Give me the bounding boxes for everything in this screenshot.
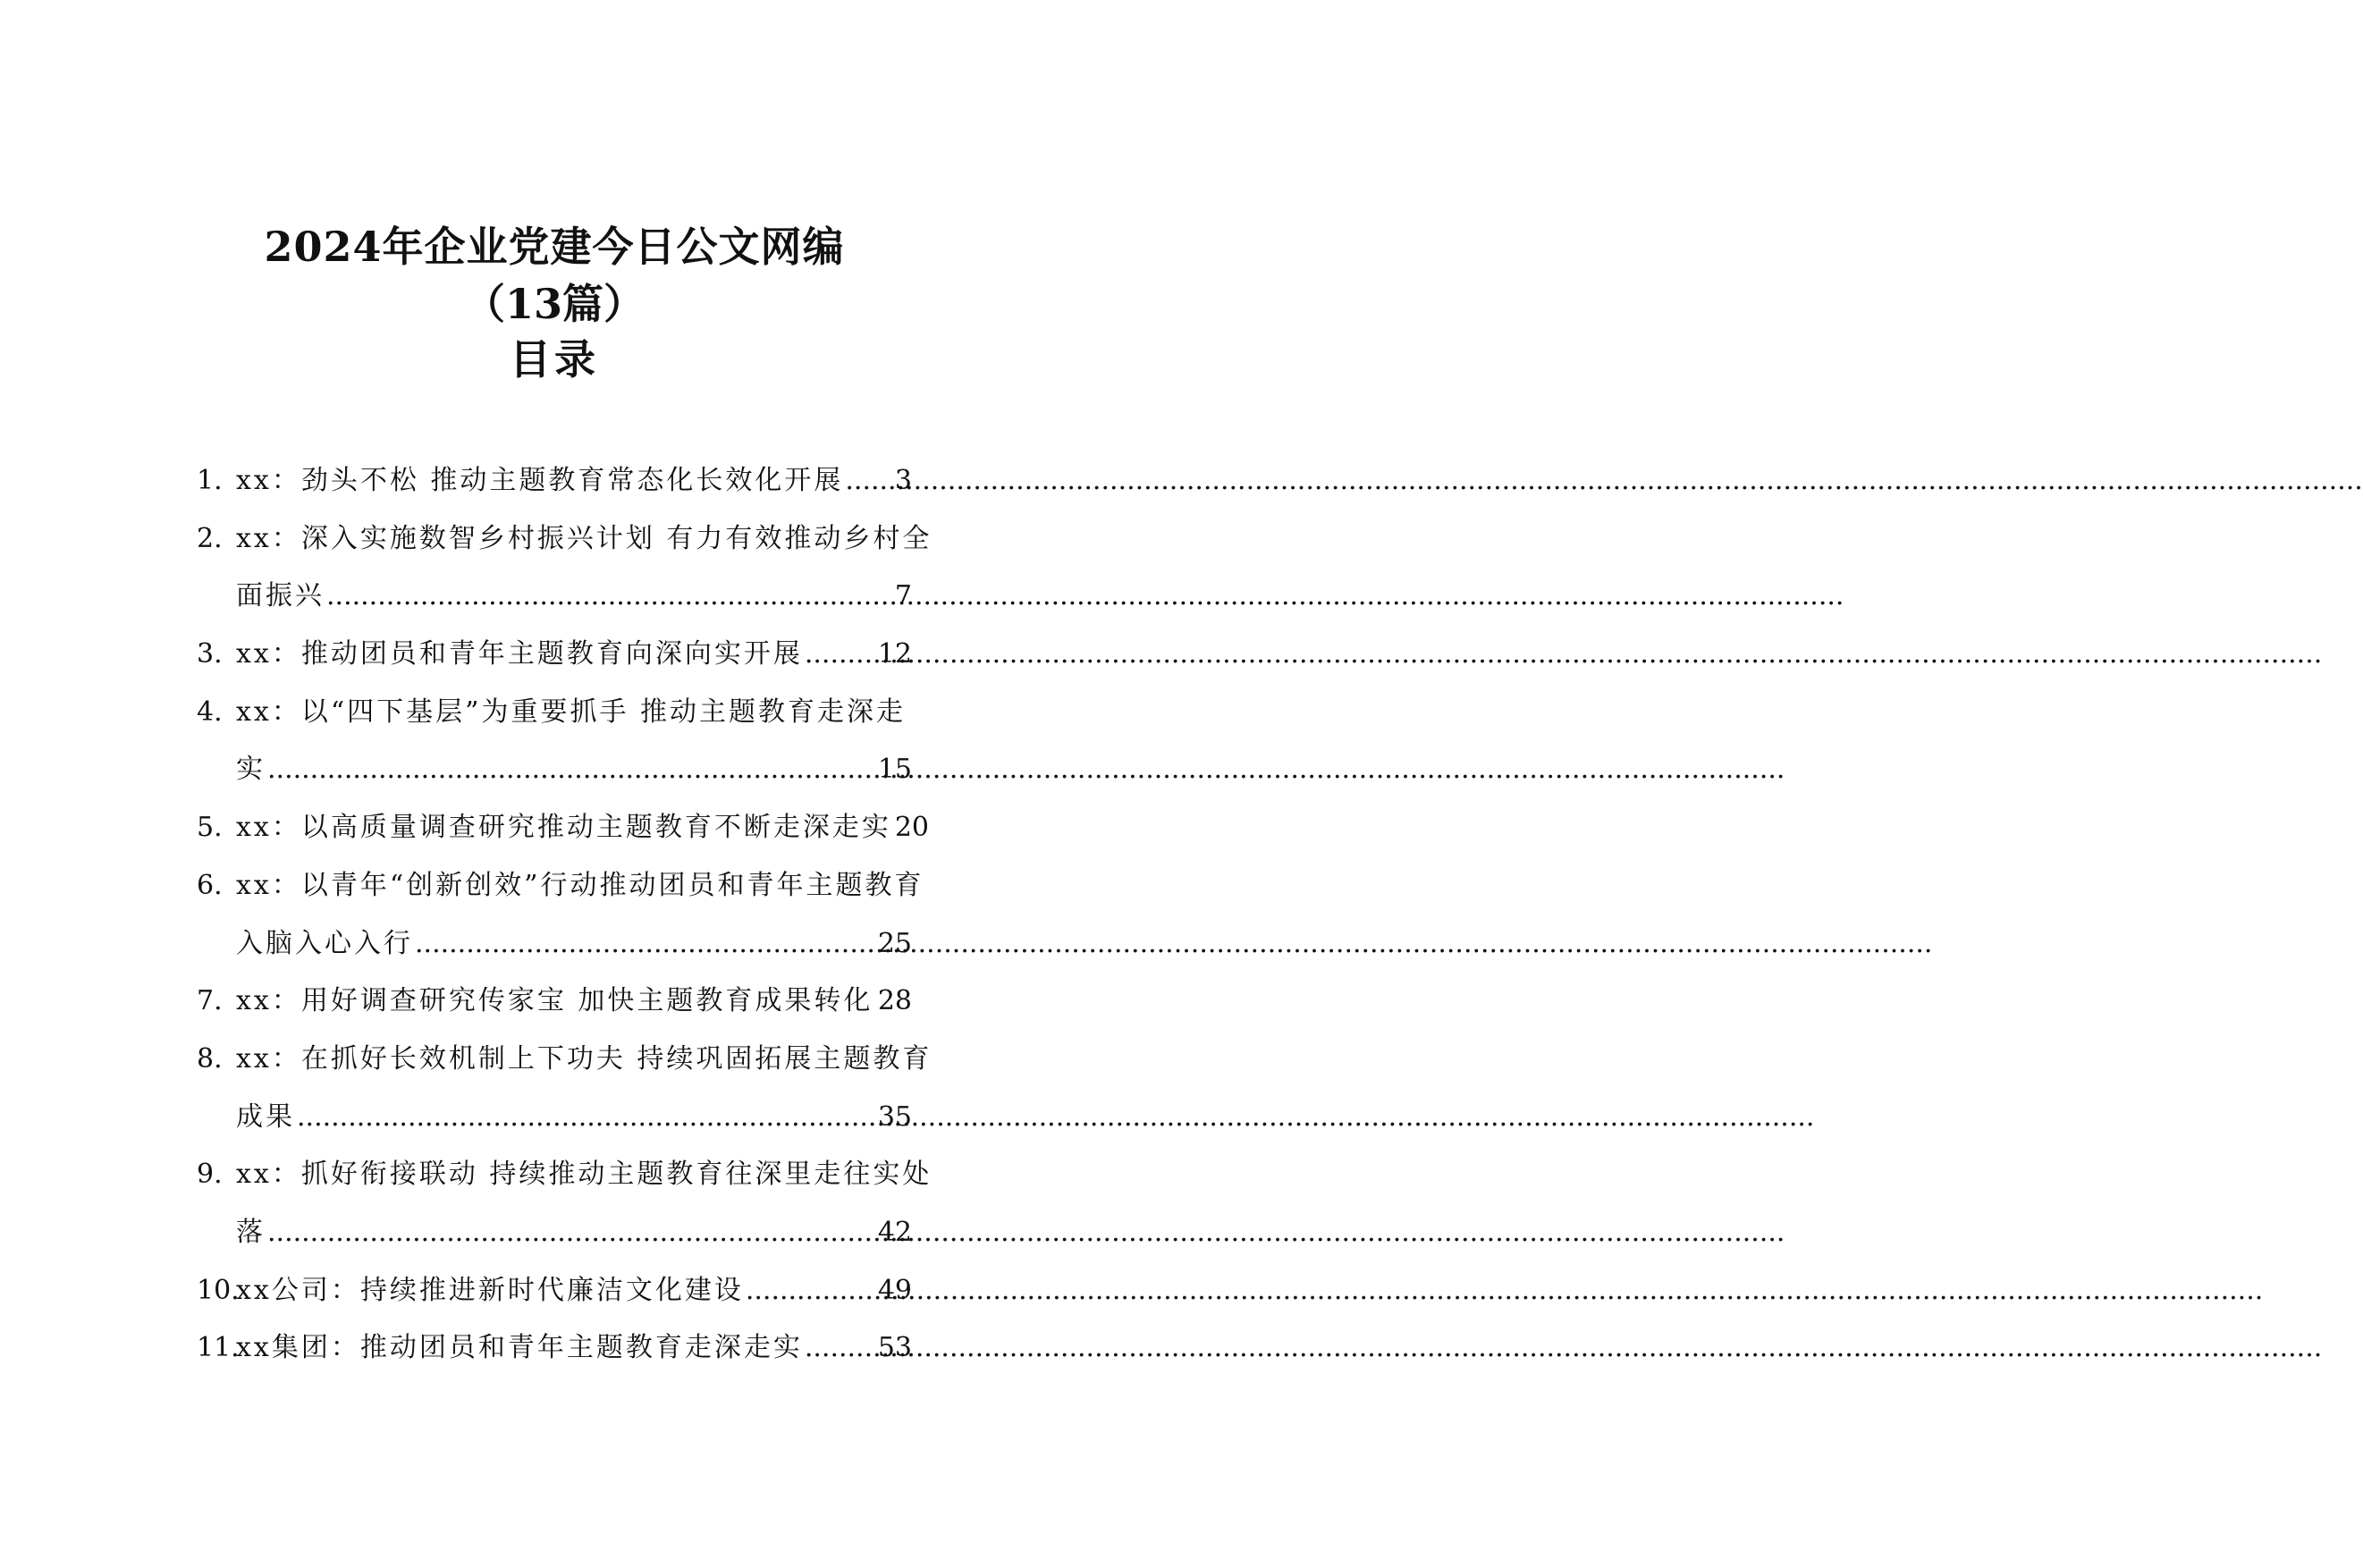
- toc-dot-leader: [805, 626, 876, 684]
- toc-number: 11.: [197, 1332, 240, 1364]
- toc-page-number: 28: [877, 985, 912, 1017]
- toc-number: 6.: [197, 869, 223, 901]
- toc-title: 成果: [236, 1100, 295, 1133]
- toc-line: [197, 857, 924, 915]
- toc-number: 4.: [197, 695, 223, 728]
- toc-title: 实: [236, 754, 266, 786]
- toc-title: xx：以青年“创新创效”行动推动团员和青年主题教育: [236, 869, 924, 901]
- toc-page-number: 15: [877, 754, 912, 786]
- toc-number: 8.: [197, 1042, 223, 1075]
- toc-entry[interactable]: [197, 1319, 912, 1378]
- toc-entry[interactable]: [197, 1262, 912, 1320]
- toc-title: xx集团：推动团员和青年主题教育走深走实: [236, 1332, 803, 1364]
- toc-title: xx：在抓好长效机制上下功夫 持续巩固拓展主题教育: [236, 1042, 933, 1075]
- toc-line: [197, 915, 912, 974]
- toc-entry[interactable]: [197, 973, 912, 1031]
- toc-page-number: 3: [894, 465, 912, 496]
- document-title: 2024年企业党建今日公文网编: [264, 223, 845, 271]
- toc-page-number: 12: [877, 638, 912, 670]
- toc-page-number: 25: [877, 927, 912, 959]
- toc-line: [197, 1089, 912, 1147]
- toc-title: xx：抓好衔接联动 持续推动主题教育往深里走往实处: [236, 1159, 933, 1191]
- toc-number: 9.: [197, 1159, 223, 1191]
- toc-entry[interactable]: [197, 510, 933, 626]
- toc-title: 入脑入心入行: [236, 927, 413, 959]
- toc-dot-leader: [805, 1319, 876, 1378]
- toc-number: 5.: [197, 812, 223, 844]
- toc-title: 面振兴: [236, 580, 325, 612]
- toc-page-number: 49: [877, 1274, 912, 1306]
- document-page: [0, 0, 1109, 1568]
- toc-page-number: 53: [877, 1332, 912, 1364]
- toc-page-number: 20: [894, 812, 930, 844]
- toc-page-number: 42: [877, 1216, 912, 1248]
- toc-title: xx：推动团员和青年主题教育向深向实开展: [236, 638, 803, 670]
- toc-line: [197, 1319, 912, 1378]
- toc-title: xx：用好调查研究传家宝 加快主题教育成果转化: [236, 985, 873, 1017]
- toc-entry[interactable]: [197, 799, 930, 857]
- toc-line: [197, 973, 912, 1031]
- toc-line: [197, 510, 933, 569]
- toc-heading: 目录: [510, 335, 599, 384]
- toc-line: [197, 1031, 933, 1089]
- toc-number: 3.: [197, 638, 223, 670]
- toc-title: xx：以高质量调查研究推动主题教育不断走深走实: [236, 812, 891, 844]
- toc-entry[interactable]: [197, 626, 912, 684]
- toc-entry[interactable]: [197, 857, 924, 973]
- toc-number: 1.: [197, 465, 223, 496]
- toc-title: xx：以“四下基层”为重要抓手 推动主题教育走深走: [236, 695, 907, 728]
- toc-line: [197, 684, 912, 742]
- toc-page-number: 7: [894, 580, 912, 612]
- toc-title: 落: [236, 1216, 266, 1248]
- toc-line: [197, 741, 912, 799]
- toc-page-number: 35: [877, 1100, 912, 1133]
- toc-line: [197, 1146, 933, 1204]
- toc-number: 2.: [197, 522, 223, 554]
- toc-dot-leader: [845, 452, 893, 510]
- toc-title: xx：深入实施数智乡村振兴计划 有力有效推动乡村全: [236, 522, 933, 554]
- toc-line: [197, 452, 912, 510]
- toc-dot-leader: [267, 741, 876, 799]
- toc-dot-leader: [874, 973, 875, 1031]
- toc-line: [197, 568, 912, 626]
- toc-line: [197, 1204, 912, 1262]
- toc-line: [197, 626, 912, 684]
- toc-entry[interactable]: [197, 684, 912, 799]
- toc-number: 7.: [197, 985, 223, 1017]
- toc-dot-leader: [267, 1204, 876, 1262]
- toc-number: 10.: [197, 1274, 240, 1306]
- toc-entry[interactable]: [197, 1146, 933, 1261]
- table-of-contents: [197, 452, 933, 1378]
- toc-entry[interactable]: [197, 1031, 933, 1146]
- toc-title: xx：劲头不松 推动主题教育常态化长效化开展: [236, 465, 844, 496]
- toc-dot-leader: [297, 1089, 876, 1147]
- toc-line: [197, 1262, 912, 1320]
- document-subtitle: （13篇）: [463, 280, 645, 328]
- toc-dot-leader: [415, 915, 876, 974]
- toc-line: [197, 799, 930, 857]
- toc-dot-leader: [746, 1262, 876, 1320]
- toc-title: xx公司：持续推进新时代廉洁文化建设: [236, 1274, 744, 1306]
- toc-dot-leader: [326, 568, 893, 626]
- toc-entry[interactable]: [197, 452, 912, 510]
